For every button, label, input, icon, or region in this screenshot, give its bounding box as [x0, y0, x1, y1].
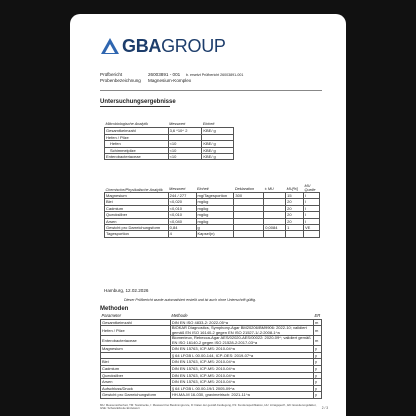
report-value: 26003891 - 001	[148, 72, 181, 77]
chem-cell-mu-source: I	[304, 212, 320, 218]
methods-cell-er: m	[313, 319, 321, 326]
micro-header-einheit: Einheit	[202, 122, 234, 128]
chem-cell-value: <0,010	[168, 212, 196, 218]
methods-cell-method: DIN EN 15763, ICP-MS: 2010-04^a	[170, 365, 313, 372]
chem-cell-mu-source: I	[304, 193, 320, 199]
micro-header-row	[105, 122, 234, 128]
chem-header-einheit: Einheit	[196, 184, 234, 193]
methods-header-parameter: Parameter	[101, 313, 122, 318]
table-row	[105, 128, 234, 134]
chem-cell-mu-percent: 20	[286, 212, 304, 218]
methods-cell-er: m	[313, 336, 321, 346]
methods-cell-param: Gesamtkeimzahl	[101, 319, 171, 326]
chem-cell-param: Cadmium	[105, 205, 169, 211]
micro-cell-unit: KBE/ g	[202, 128, 234, 134]
methods-cell-er: y	[313, 392, 321, 399]
chem-cell-unit: mg/kg	[196, 199, 234, 205]
chem-cell-unit: mg/kg	[196, 205, 234, 211]
methods-cell-method: § 64 LFGB L 00.00-19/1 2005-09^a	[170, 385, 313, 392]
report-label: Prüfbericht	[100, 72, 123, 77]
table-row	[101, 319, 322, 326]
micro-cell-unit: KBE/ g	[202, 147, 234, 153]
micro-cell-value: <10	[168, 141, 202, 147]
chem-cell-value: <0,020	[168, 199, 196, 205]
methods-cell-param	[101, 352, 171, 359]
methods-cell-er: y	[313, 379, 321, 386]
table-row	[101, 372, 322, 379]
triangle-logo-icon	[100, 37, 120, 55]
methods-cell-er: y	[313, 365, 321, 372]
table-row	[105, 147, 234, 153]
chem-cell-value: 244 / 277	[168, 193, 196, 199]
methods-cell-method: DIN EN 15763, ICP-MS: 2010-04^a	[170, 379, 313, 386]
chem-header-mu-percent: MU[%]	[286, 184, 304, 193]
chem-cell-mu-source	[304, 231, 320, 237]
sample-label: Probenbezeichnung	[100, 78, 141, 83]
sample-value: Magnesium-Komplex	[148, 78, 192, 83]
methods-cell-er: y	[313, 385, 321, 392]
micro-cell-unit: KBE/ g	[202, 154, 234, 160]
methods-cell-param: Quecksilber	[101, 372, 171, 379]
chem-cell-mu-source: VE	[304, 225, 320, 231]
chem-cell-mu-percent: 20	[286, 218, 304, 224]
micro-cell-unit: KBE/ g	[202, 141, 234, 147]
methods-cell-method: § 64 LFGB L 00.00-144, ICP-OES: 2019-07^a	[170, 352, 313, 359]
methods-cell-param: Aufschluss/Druck	[101, 385, 171, 392]
methods-cell-method: HH-MA-M 16-030, gravimetrisch: 2021-11^a	[170, 392, 313, 399]
chem-cell-mu-percent	[286, 231, 304, 237]
table-row	[101, 385, 322, 392]
methods-cell-er: m	[313, 326, 321, 336]
chem-cell-unit: mg/kg	[196, 218, 234, 224]
table-row	[101, 392, 322, 399]
chem-cell-param: Arsen	[105, 218, 169, 224]
micro-cell-param: Enterobacteriaceae	[105, 154, 169, 160]
table-row	[101, 379, 322, 386]
chem-cell-unit: mg/kg	[196, 212, 234, 218]
chem-analytics-table	[104, 184, 320, 238]
table-row	[101, 326, 322, 336]
chem-header-row	[105, 184, 320, 193]
chem-cell-mu-source: I	[304, 205, 320, 211]
chem-cell-param: Blei	[105, 199, 169, 205]
chem-cell-mu-percent: 15	[286, 193, 304, 199]
micro-cell-param: Hefen / Pilze	[105, 134, 169, 140]
table-row	[101, 352, 322, 359]
chem-cell-param: Magnesium	[105, 193, 169, 199]
footer-legend: MU: Messunsicherheit, TM: Teststrecke, I: Messwert bei Bestimmgrenze, D: Daten der gemäß Festlegung, KS: Kundenspezifikation, HU: intraigspezif., EK: Erweiterungsfaktor, GSE: Schwankbreite Einzelwert	[100, 403, 317, 411]
table-row	[101, 359, 322, 366]
chem-cell-param: Quecksilber	[105, 212, 169, 218]
table-row	[105, 154, 234, 160]
chem-cell-declaration: 300	[234, 193, 264, 199]
table-row	[101, 365, 322, 372]
micro-analytics-table	[104, 122, 234, 160]
chem-header-deklaration: Deklaration	[234, 184, 264, 193]
methods-cell-method: DIN EN 15763, ICP-MS: 2010-04^a	[170, 372, 313, 379]
methods-header-methode: Methode	[171, 313, 188, 318]
methods-heading: Methoden	[100, 306, 129, 312]
methods-cell-er: y	[313, 346, 321, 353]
automation-note: Dieser Prüfbericht wurde automatisiert erstellt und ist auch ohne Unterschrift gültig.	[124, 298, 257, 302]
micro-header-messwert: Messwert	[168, 122, 202, 128]
chem-cell-value: <0,010	[168, 205, 196, 211]
methods-table	[100, 313, 322, 399]
methods-cell-param: Blei	[101, 359, 171, 366]
methods-cell-method: BIOKAR Diagnostics, Symphony-Agar BM20206/BM9906: 2022-10; validiert gemäß EN ISO 16140-2 gegen EN ISO 21527-1/-2:2008-1^a	[170, 326, 313, 336]
micro-cell-param: Schimmelpilze	[105, 147, 169, 153]
methods-cell-param: Enterobacteriaceae	[101, 336, 171, 346]
chem-header-mu: ± MU	[264, 184, 286, 193]
chem-cell-param: Gewicht pro Darreichungsform	[105, 225, 169, 231]
chem-header-messwert: Messwert	[168, 184, 196, 193]
report-note: b. ersetzt Prüfbericht 26003891-001	[186, 72, 244, 77]
chem-cell-value: 4	[168, 231, 196, 237]
chem-cell-mu	[264, 231, 286, 237]
report-page	[70, 14, 346, 416]
chem-cell-declaration	[234, 231, 264, 237]
methods-cell-param: Hefen / Pilze	[101, 326, 171, 336]
chem-cell-mu-source: I	[304, 199, 320, 205]
methods-cell-method: DIN EN 15763, ICP-MS: 2010-04^a	[170, 359, 313, 366]
micro-cell-param: Hefen	[105, 141, 169, 147]
methods-cell-param: Cadmium	[101, 365, 171, 372]
methods-cell-param: Gewicht pro Darreichungsform	[101, 392, 171, 399]
chem-cell-unit: Kapsel(n)	[196, 231, 234, 237]
micro-cell-param: Gesamtkeimzahl	[105, 128, 169, 134]
micro-cell-value: 3,6 *10^ 2	[168, 128, 202, 134]
chem-cell-mu-percent: 20	[286, 205, 304, 211]
micro-cell-value: <10	[168, 147, 202, 153]
chem-cell-unit: g	[196, 225, 234, 231]
chem-cell-mu-percent: 1	[286, 225, 304, 231]
methods-cell-method: Biomerieux, Rebecca-Agar AES/02020-AES/00022: 2020-09^; validiert gemäß EN ISO 16140-2 gegen ISO 21528-2:2017-03^a	[170, 336, 313, 346]
chem-cell-mu-source: I	[304, 218, 320, 224]
gba-group-logo	[100, 36, 226, 56]
chem-cell-unit: mg/Tagesportion	[196, 193, 234, 199]
methods-cell-er: y	[313, 359, 321, 366]
chem-cell-value: 0,84	[168, 225, 196, 231]
chem-header-mu-quelle: MU Quelle	[304, 184, 320, 193]
header-divider	[100, 90, 322, 91]
methods-cell-param: Magnesium	[101, 346, 171, 353]
page-number: 2 / 3	[321, 406, 328, 410]
place-date: Hamburg, 12.02.2026	[104, 288, 149, 293]
logo-text-gba: GBA	[122, 35, 162, 56]
methods-cell-method: DIN EN 15763, ICP-MS: 2010-04^a	[170, 346, 313, 353]
chem-cell-mu: 0,0084	[264, 225, 286, 231]
table-row	[101, 346, 322, 353]
methods-cell-er: y	[313, 372, 321, 379]
logo-text-group: GROUP	[161, 35, 226, 56]
chem-cell-value: <0,040	[168, 218, 196, 224]
methods-header-er: ER	[314, 313, 321, 318]
micro-header-analytik: Mikrobiologische Analytik	[105, 122, 169, 128]
methods-cell-er: y	[313, 352, 321, 359]
methods-cell-param: Arsen	[101, 379, 171, 386]
chem-cell-mu-percent: 20	[286, 199, 304, 205]
methods-cell-method: DIN EN ISO 4833-2: 2022-05^a	[170, 319, 313, 326]
chem-cell-param: Tagesportion	[105, 231, 169, 237]
section-results-underline	[100, 106, 170, 107]
micro-cell-value: <10	[168, 154, 202, 160]
chem-header-analytik: Chemische/Physikalische Analytik	[105, 184, 169, 193]
table-row	[101, 336, 322, 346]
section-results-heading: Untersuchungsergebnisse	[100, 99, 176, 105]
table-row	[105, 231, 320, 237]
